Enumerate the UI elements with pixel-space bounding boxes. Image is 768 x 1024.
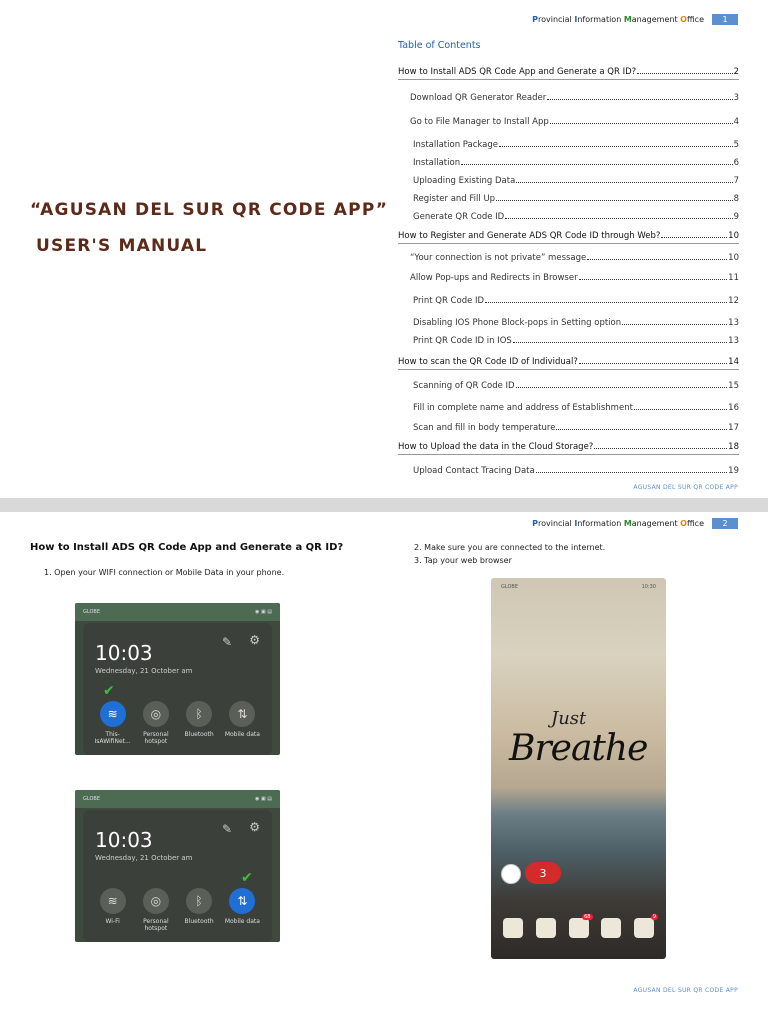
status-icons: ◉ ▣ ▤ [255, 796, 272, 802]
office-name: Provincial Information Management Office [532, 518, 704, 528]
clock: 10:03 [95, 828, 153, 852]
step-1: 1. Open your WIFI connection or Mobile Data in your phone. [44, 568, 285, 577]
gear-icon[interactable]: ⚙ [249, 633, 260, 647]
toc-entry[interactable] [398, 231, 739, 244]
toc-leader [547, 99, 732, 100]
hotspot-tile[interactable]: ◎ Personal hotspot [134, 701, 177, 745]
bluetooth-icon: ᛒ [186, 701, 212, 727]
title-line-2: USER'S MANUAL [36, 236, 208, 256]
toc-entry-title: Generate QR Code ID [413, 212, 505, 222]
step-marker: 3 [525, 862, 561, 884]
page-header-2 [532, 517, 738, 529]
wallpaper-text-2: Breathe [509, 728, 648, 769]
app-folder-icon[interactable] [634, 914, 656, 938]
bluetooth-tile[interactable]: ᛒ Bluetooth [178, 888, 221, 932]
toc-entry-title: Upload Contact Tracing Data [413, 466, 535, 476]
toc-page-number: 16 [728, 403, 739, 413]
mobile-data-icon: ⇅ [229, 888, 255, 914]
toc-page-number: 17 [728, 423, 739, 433]
wifi-tile[interactable]: ≋ Wi-Fi [91, 888, 134, 932]
phone-home-screenshot [491, 578, 666, 959]
page-footer: AGUSAN DEL SUR QR CODE APP [633, 484, 738, 491]
toc-leader [516, 387, 728, 388]
toc-entry-title: Print QR Code ID in IOS [413, 336, 512, 346]
toc-entry[interactable] [398, 253, 739, 263]
toc-entry[interactable] [398, 381, 739, 391]
table-of-contents [398, 40, 739, 483]
toc-leader [516, 182, 732, 183]
toc-entry-title: Scan and fill in body temperature [413, 423, 556, 433]
mobile-data-tile[interactable]: ⇅ Mobile data [221, 701, 264, 745]
toc-entry[interactable] [398, 442, 739, 455]
toc-page-number: 9 [733, 212, 739, 222]
toc-leader [550, 123, 733, 124]
toc-entry-title: Go to File Manager to Install App [410, 117, 549, 127]
step-2: 2. Make sure you are connected to the internet. [414, 543, 606, 552]
gear-icon[interactable]: ⚙ [249, 820, 260, 834]
toc-page-number: 8 [733, 194, 739, 204]
app-icon[interactable] [503, 918, 523, 938]
page-footer-2: AGUSAN DEL SUR QR CODE APP [633, 987, 738, 994]
wifi-tile[interactable]: ≋ This-IsAWifiNet... [91, 701, 134, 745]
office-name: Provincial Information Management Office [532, 14, 704, 24]
toc-page-number: 18 [728, 442, 739, 452]
date-label: Wednesday, 21 October am [95, 667, 193, 675]
toc-entry[interactable] [398, 117, 739, 127]
toc-page-number: 7 [733, 176, 739, 186]
notification-badge: 9 [652, 914, 656, 920]
toc-entry[interactable] [398, 93, 739, 103]
date-label: Wednesday, 21 October am [95, 854, 193, 862]
page-divider [0, 498, 768, 512]
toc-entry[interactable] [398, 318, 739, 328]
toc-entry[interactable] [398, 273, 739, 283]
toc-page-number: 12 [728, 296, 739, 306]
bluetooth-icon: ᛒ [186, 888, 212, 914]
toc-heading: Table of Contents [398, 40, 481, 51]
toc-entry-title: How to Register and Generate ADS QR Code ID through Web? [398, 231, 661, 241]
wifi-icon: ≋ [100, 888, 126, 914]
app-folder-icon[interactable] [569, 914, 591, 938]
toc-entry-title: Register and Fill Up [413, 194, 496, 204]
toc-leader [556, 429, 727, 430]
bluetooth-tile[interactable]: ᛒ Bluetooth [178, 701, 221, 745]
wallpaper-text-1: Just [551, 708, 587, 729]
toc-entry-title: How to scan the QR Code ID of Individual? [398, 357, 578, 367]
mobile-data-tile[interactable]: ⇅ Mobile data [221, 888, 264, 932]
toc-list [398, 53, 739, 483]
toc-entry[interactable] [398, 403, 739, 413]
toc-page-number: 2 [733, 67, 739, 77]
toc-entry-title: Allow Pop-ups and Redirects in Browser [410, 273, 578, 283]
toc-entry[interactable] [398, 212, 739, 222]
toc-entry-title: Download QR Generator Reader [410, 93, 547, 103]
checkmark-icon: ✔ [241, 870, 253, 886]
toc-page-number: 15 [728, 381, 739, 391]
title-line-1: “AGUSAN DEL SUR QR CODE APP” [30, 200, 389, 220]
toc-page-number: 5 [733, 140, 739, 150]
status-bar: GLOBE ◉ ▣ ▤ [75, 603, 280, 621]
status-icons: ◉ ▣ ▤ [255, 609, 272, 615]
section-heading: How to Install ADS QR Code App and Generate a QR ID? [30, 542, 344, 553]
toc-entry[interactable] [398, 140, 739, 150]
toc-entry[interactable] [398, 67, 739, 80]
step-3: 3. Tap your web browser [414, 556, 512, 565]
toc-entry[interactable] [398, 336, 739, 346]
toc-leader [461, 164, 733, 165]
page-header [532, 13, 738, 25]
toc-page-number: 19 [728, 466, 739, 476]
screenshot-mobile-data-on [75, 790, 280, 942]
browser-icon[interactable] [501, 864, 521, 884]
toc-leader [579, 363, 727, 364]
hotspot-tile[interactable]: ◎ Personal hotspot [134, 888, 177, 932]
toc-page-number: 13 [728, 336, 739, 346]
toc-leader [579, 279, 728, 280]
toc-entry[interactable] [398, 158, 739, 168]
toc-entry[interactable] [398, 296, 739, 306]
toc-entry[interactable] [398, 466, 739, 476]
document-title [30, 192, 388, 264]
toc-entry[interactable] [398, 194, 739, 204]
toc-leader [661, 237, 727, 238]
notification-badge: 68 [584, 914, 591, 920]
toc-leader [496, 200, 733, 201]
toc-leader [637, 73, 732, 74]
toc-page-number: 6 [733, 158, 739, 168]
toc-page-number: 4 [733, 117, 739, 127]
toc-entry-title: Scanning of QR Code ID [413, 381, 515, 391]
toc-entry-title: Installation Package [413, 140, 499, 150]
toc-page-number: 11 [728, 273, 739, 283]
toc-entry-title: How to Install ADS QR Code App and Generate a QR ID? [398, 67, 637, 77]
toc-entry-title: Uploading Existing Data [413, 176, 516, 186]
toc-leader [536, 472, 727, 473]
toc-entry-title: “Your connection is not private” message [410, 253, 587, 263]
toc-page-number: 10 [728, 231, 739, 241]
toc-leader [513, 342, 727, 343]
toc-page-number: 13 [728, 318, 739, 328]
toc-entry[interactable] [398, 176, 739, 186]
toc-page-number: 14 [728, 357, 739, 367]
toc-entry[interactable] [398, 357, 739, 370]
toc-leader [499, 146, 733, 147]
toc-entry[interactable] [398, 423, 739, 433]
edit-icon[interactable]: ✎ [221, 635, 232, 649]
toc-leader [485, 302, 727, 303]
status-bar: GLOBE 10:30 [501, 584, 656, 590]
toc-entry-title: Disabling IOS Phone Block-pops in Setting option [413, 318, 622, 328]
toc-page-number: 3 [733, 93, 739, 103]
toc-page-number: 10 [728, 253, 739, 263]
edit-icon[interactable]: ✎ [221, 822, 232, 836]
page-number: 2 [712, 518, 738, 529]
step-list-right [414, 543, 605, 569]
toc-entry-title: How to Upload the data in the Cloud Storage? [398, 442, 594, 452]
app-folder-icon[interactable] [601, 918, 621, 938]
toc-leader [634, 409, 727, 410]
hotspot-icon: ◎ [143, 701, 169, 727]
mobile-data-icon: ⇅ [229, 701, 255, 727]
toc-leader [594, 448, 727, 449]
app-folder-icon[interactable] [536, 918, 556, 938]
toc-entry-title: Print QR Code ID [413, 296, 485, 306]
page-number: 1 [712, 14, 738, 25]
screenshot-wifi-on [75, 603, 280, 755]
toc-leader [505, 218, 732, 219]
checkmark-icon: ✔ [103, 683, 115, 699]
app-dock [503, 914, 656, 938]
clock: 10:03 [95, 641, 153, 665]
hotspot-icon: ◎ [143, 888, 169, 914]
toc-entry-title: Installation [413, 158, 461, 168]
status-bar: GLOBE ◉ ▣ ▤ [75, 790, 280, 808]
wifi-icon: ≋ [100, 701, 126, 727]
step-list-left [44, 568, 284, 581]
toc-entry-title: Fill in complete name and address of Establishment [413, 403, 633, 413]
toc-leader [587, 259, 727, 260]
toc-leader [622, 324, 727, 325]
